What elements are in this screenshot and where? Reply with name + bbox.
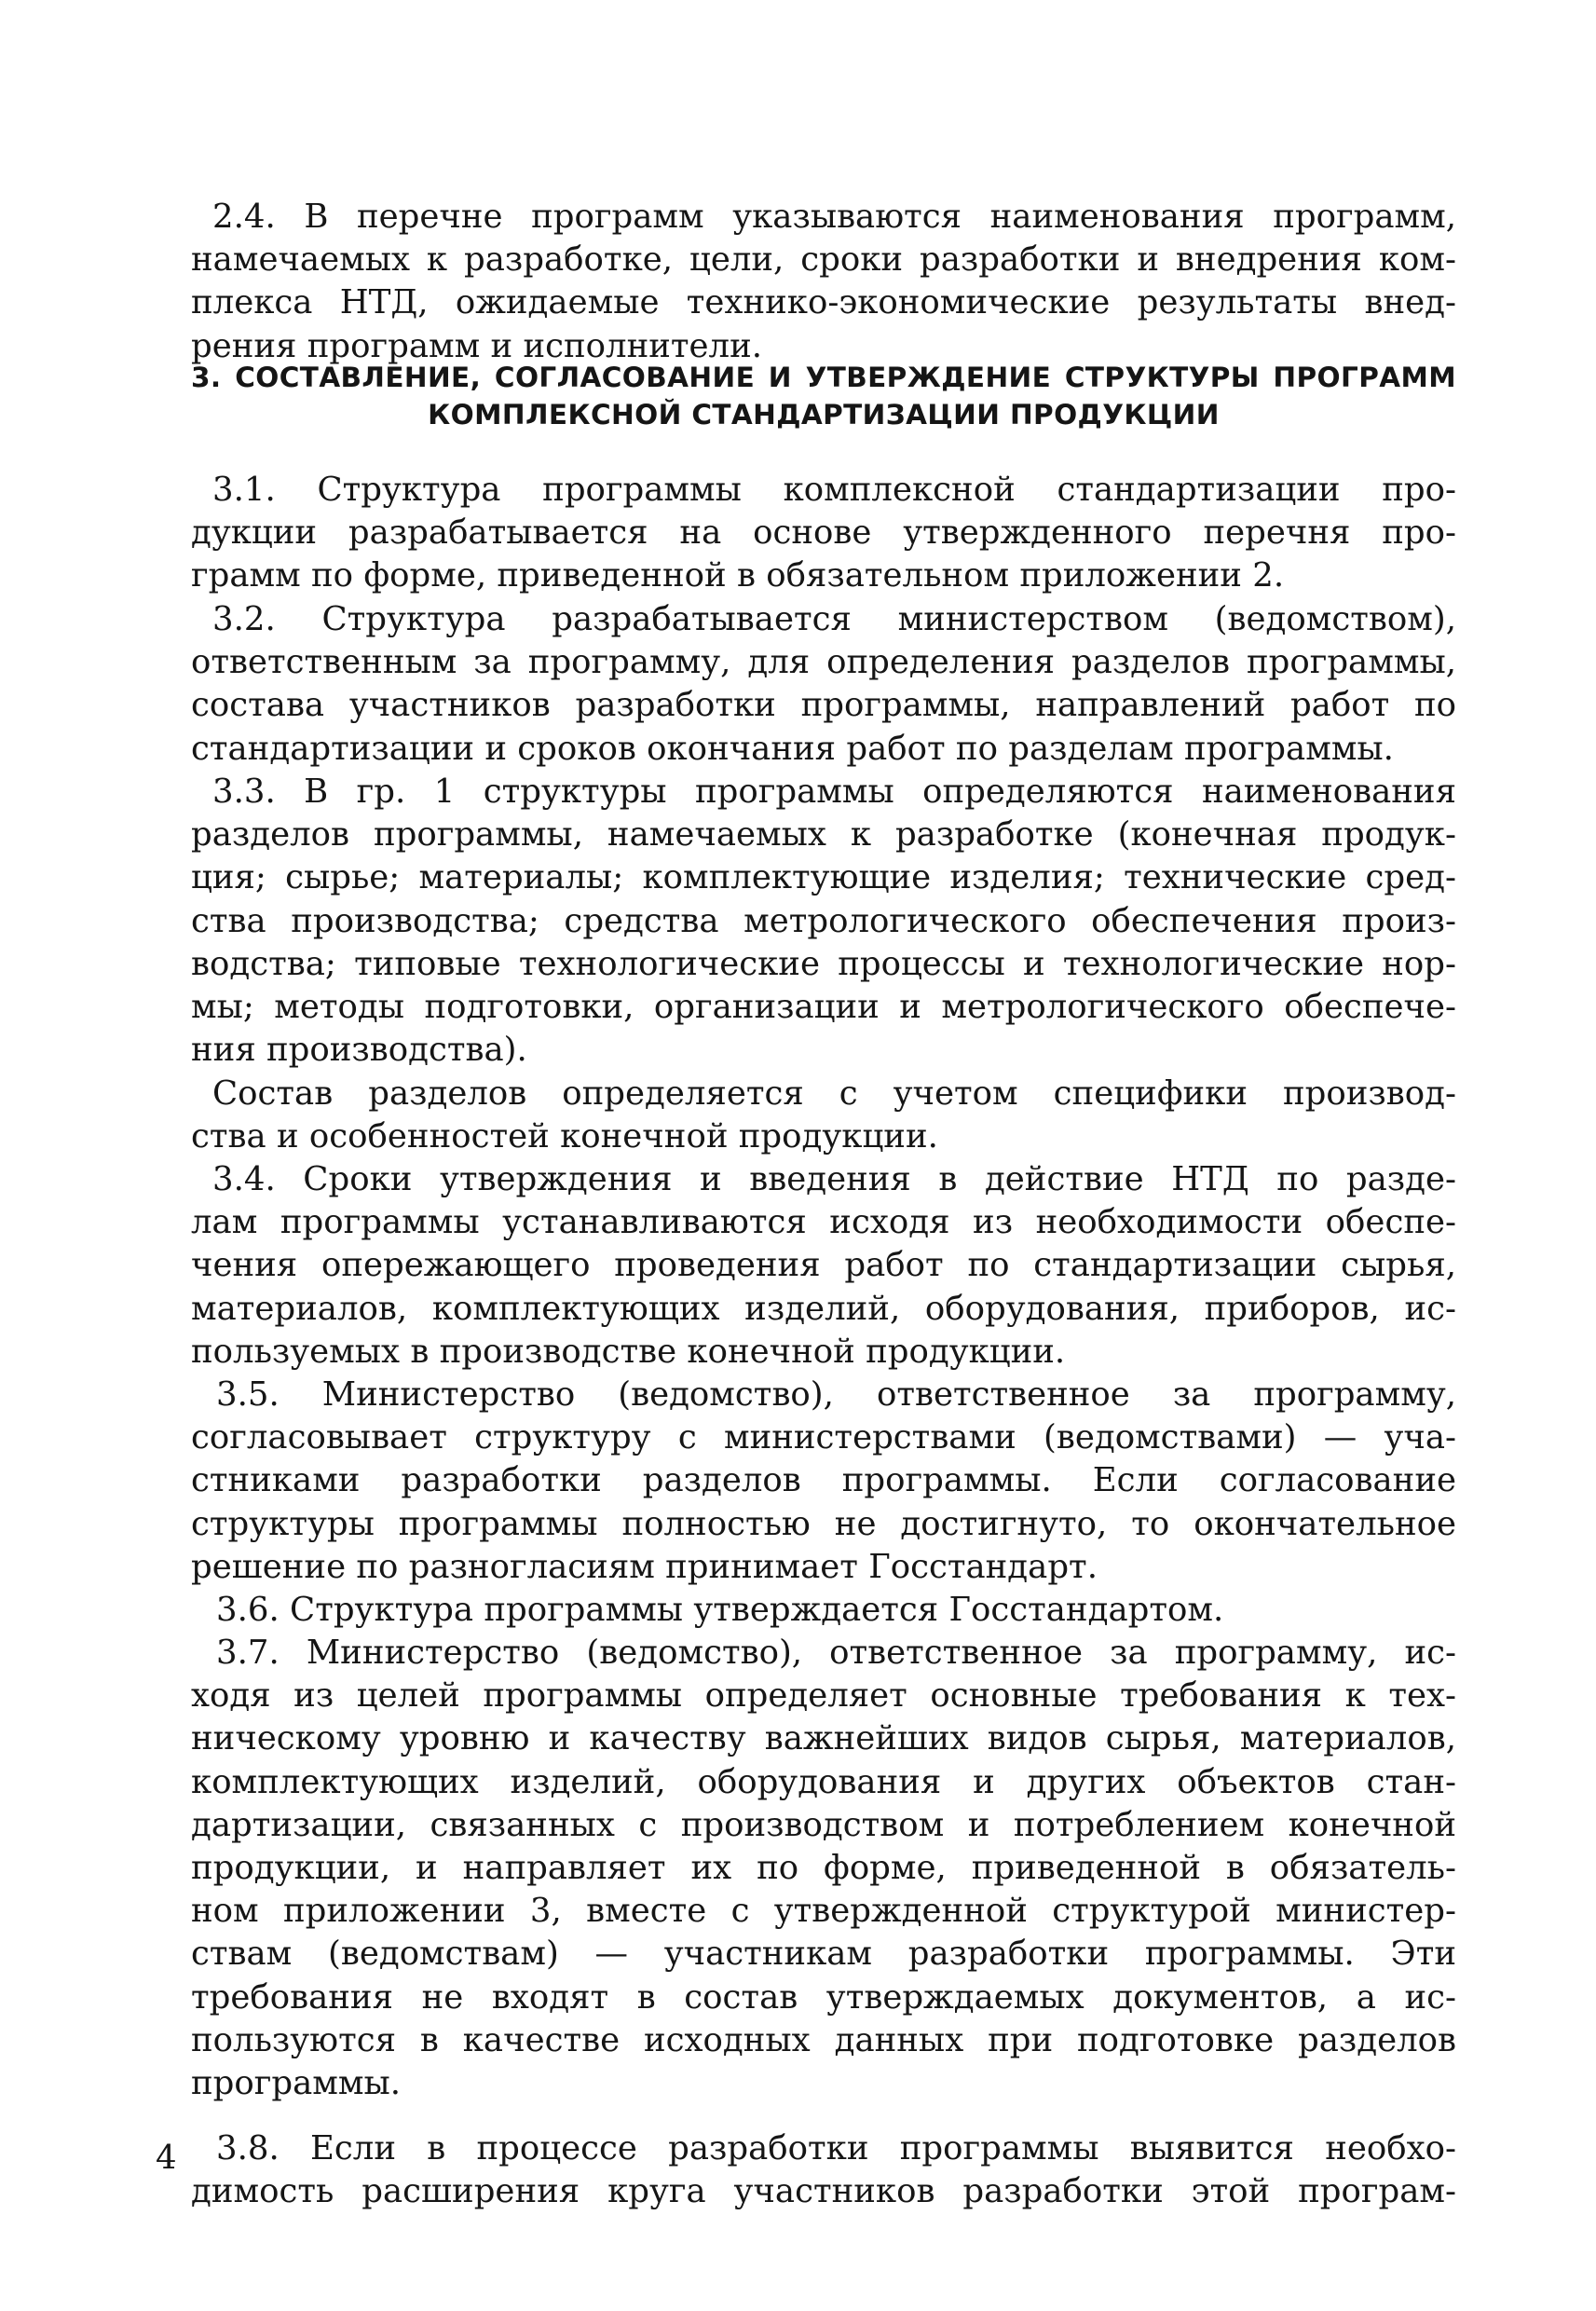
text-line: дукции разрабатывается на основе утвержденного перечня про-	[191, 513, 1456, 553]
text-line: грамм по форме, приведенной в обязательном приложении 2.	[191, 556, 1285, 595]
text-line: плекса НТД, ожидаемые технико-экономические результаты внед-	[191, 283, 1456, 322]
paragraph-3-5	[191, 1374, 1456, 1589]
text-line: 3.3. В гр. 1 структуры программы определяются наименования	[212, 773, 1456, 811]
page-number: 4	[156, 2139, 177, 2177]
text-line: ства и особенностей конечной продукции.	[191, 1117, 938, 1156]
text-line: ция; сырье; материалы; комплектующие изделия; технические сред-	[191, 858, 1456, 897]
text-line: чения опережающего проведения работ по стандартизации сырья,	[191, 1246, 1456, 1285]
text-line: материалов, комплектующих изделий, оборудования, приборов, ис-	[191, 1289, 1456, 1328]
text-line: намечаемых к разработке, цели, сроки разработки и внедрения ком-	[191, 240, 1456, 280]
text-line: водства; типовые технологические процессы и технологические нор-	[191, 944, 1456, 983]
paragraph-3-3	[191, 771, 1456, 1072]
text-line: программы.	[191, 2064, 402, 2103]
text-line: ном приложении 3, вместе с утвержденной структурой министер-	[191, 1892, 1456, 1931]
text-line: мы; методы подготовки, организации и метрологического обеспече-	[191, 988, 1456, 1027]
text-line: 3.1. Структура программы комплексной стандартизации про-	[212, 471, 1456, 509]
text-line: состава участников разработки программы, направлений работ по	[191, 686, 1456, 725]
section-heading-line-1: 3. СОСТАВЛЕНИЕ, СОГЛАСОВАНИЕ И УТВЕРЖДЕНИЕ СТРУКТУРЫ ПРОГРАММ	[191, 362, 1456, 393]
text-line: 3.6. Структура программы утверждается Госстандартом.	[216, 1591, 1224, 1629]
text-line: продукции, и направляет их по форме, приведенной в обязатель-	[191, 1849, 1456, 1888]
paragraph-3-6	[191, 1589, 1456, 1632]
paragraph-3-7	[191, 1632, 1456, 2105]
text-line: 3.2. Структура разрабатывается министерством (ведомством),	[212, 600, 1456, 638]
section-heading-line-2: КОМПЛЕКСНОЙ СТАНДАРТИЗАЦИИ ПРОДУКЦИИ	[428, 399, 1220, 431]
text-line: разделов программы, намечаемых к разработке (конечная продук-	[191, 815, 1456, 855]
text-line: ходя из целей программы определяет основные требования к тех-	[191, 1676, 1456, 1716]
text-line: требования не входят в состав утверждаемых документов, а ис-	[191, 1977, 1456, 2017]
text-line: ства производства; средства метрологического обеспечения произ-	[191, 901, 1456, 940]
text-line: решение по разногласиям принимает Госстандарт.	[191, 1547, 1098, 1586]
section-heading-3	[191, 359, 1456, 433]
text-line: 3.8. Если в процессе разработки программы выявится необхо-	[216, 2129, 1456, 2167]
text-line: 3.7. Министерство (ведомство), ответственное за программу, ис-	[216, 1634, 1456, 1672]
text-line: ответственным за программу, для определения разделов программы,	[191, 643, 1456, 682]
text-line: пользуются в качестве исходных данных при подготовке разделов	[191, 2020, 1456, 2059]
text-line: Состав разделов определяется с учетом специфики производ-	[212, 1074, 1456, 1113]
text-line: ническому уровню и качеству важнейших видов сырья, материалов,	[191, 1719, 1456, 1758]
text-line: рения программ и исполнители.	[191, 326, 763, 365]
paragraph-3-4	[191, 1158, 1456, 1374]
text-line: согласовывает структуру с министерствами (ведомствами) — уча-	[191, 1418, 1456, 1457]
text-line: димость расширения круга участников разработки этой програм-	[191, 2172, 1456, 2211]
text-line: стандартизации и сроков окончания работ по разделам программы.	[191, 729, 1394, 768]
text-line: стниками разработки разделов программы. Если согласование	[191, 1461, 1456, 1500]
text-line: лам программы устанавливаются исходя из необходимости обеспе-	[191, 1203, 1456, 1242]
text-line: пользуемых в производстве конечной продукции.	[191, 1332, 1066, 1371]
paragraph-2-4	[191, 196, 1456, 368]
text-line: 2.4. В перечне программ указываются наименования программ,	[212, 198, 1456, 236]
paragraph-3-1	[191, 469, 1456, 598]
text-line: комплектующих изделий, оборудования и других объектов стан-	[191, 1762, 1456, 1801]
paragraph-3-3-continued	[191, 1073, 1456, 1158]
text-line: структуры программы полностью не достигнуто, то окончательное	[191, 1504, 1456, 1543]
text-line: ния производства).	[191, 1031, 527, 1070]
text-line: 3.5. Министерство (ведомство), ответственное за программу,	[216, 1375, 1456, 1414]
paragraph-3-8	[191, 2127, 1456, 2213]
paragraph-3-2	[191, 598, 1456, 771]
text-line: 3.4. Сроки утверждения и введения в действие НТД по разде-	[212, 1160, 1456, 1198]
text-line: дартизации, связанных с производством и потреблением конечной	[191, 1805, 1456, 1844]
text-line: ствам (ведомствам) — участникам разработки программы. Эти	[191, 1935, 1456, 1974]
